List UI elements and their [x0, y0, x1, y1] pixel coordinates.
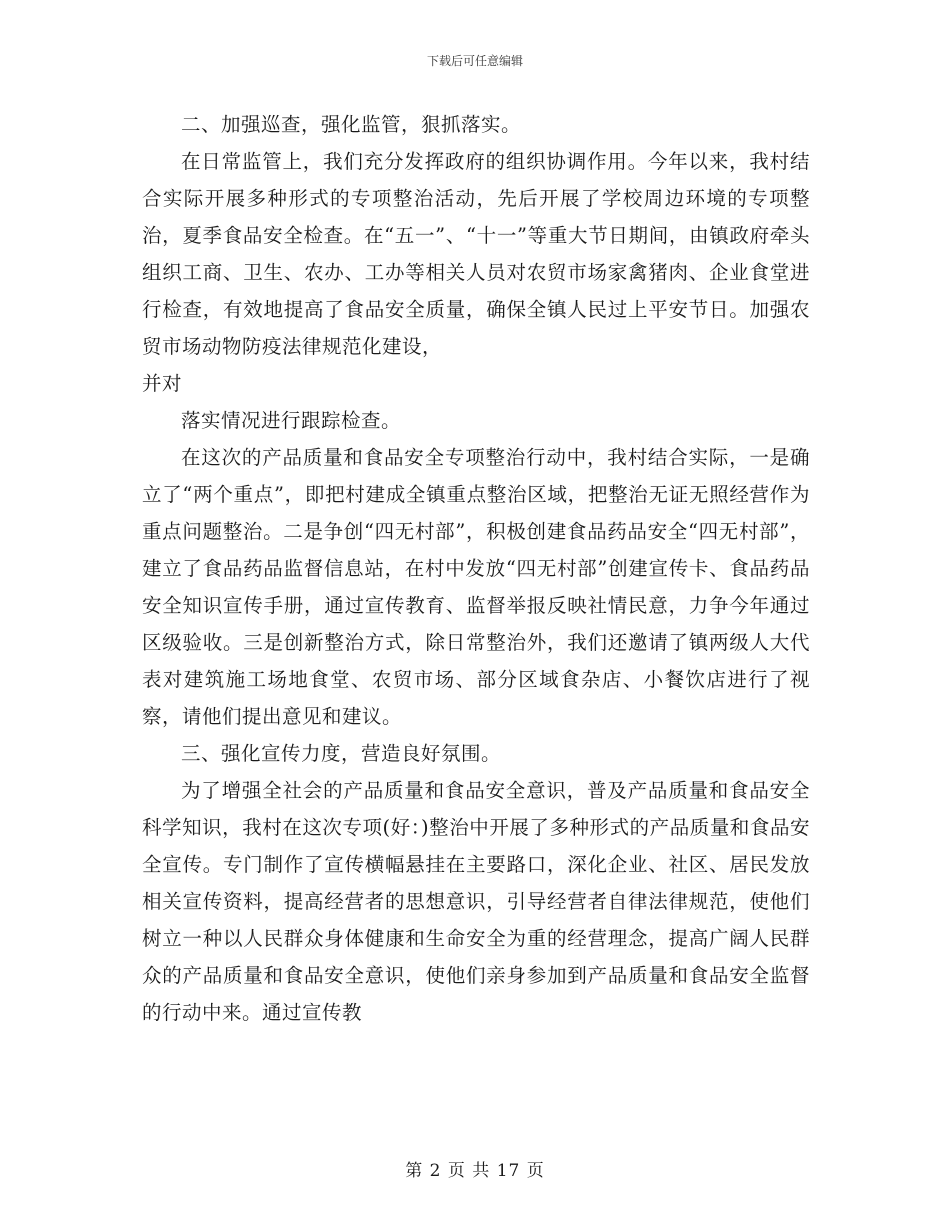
- page-number-footer: 第 2 页 共 17 页: [405, 1161, 545, 1181]
- paragraph-fragment: 并对: [142, 372, 183, 395]
- section-heading-3: 三、强化宣传力度，营造良好氛围。: [181, 742, 502, 765]
- document-body: [142, 106, 810, 1031]
- paragraph-follow-up: 落实情况进行跟踪检查。: [181, 409, 402, 432]
- paragraph-publicity: 为了增强全社会的产品质量和食品安全意识，普及产品质量和食品安全科学知识，我村在这次专项(好：)整治中开展了多种形式的产品质量和食品安全宣传。专门制作了宣传横幅悬挂在主要路口，深化企业、社区、居民发放相关宣传资料，提高经营者的思想意识，引导经营者自律法律规范，使他们树立一种以人民群众身体健康和生命安全为重的经营理念，提高广阔人民群众的产品质量和食品安全意识，使他们亲身参加到产品质量和食品安全监督的行动中来。通过宣传教: [142, 779, 810, 1024]
- header-note: 下载后可任意编辑: [426, 54, 523, 68]
- section-heading-2: 二、加强巡查，强化监管，狠抓落实。: [181, 113, 522, 136]
- paragraph-daily-supervision: 在日常监管上，我们充分发挥政府的组织协调作用。今年以来，我村结合实际开展多种形式的专项整治活动，先后开展了学校周边环境的专项整治，夏季食品安全检查。在“五一”、“十一”等重大节日期间，由镇政府牵头组织工商、卫生、农办、工办等相关人员对农贸市场家禽猪肉、企业食堂进行检查，有效地提高了食品安全质量，确保全镇人民过上平安节日。加强农贸市场动物防疫法律规范化建设，: [142, 150, 810, 358]
- paragraph-special-campaign: 在这次的产品质量和食品安全专项整治行动中，我村结合实际，一是确立了“两个重点”，即把村建成全镇重点整治区域，把整治无证无照经营作为重点问题整治。二是争创“四无村部”，积极创建食品药品安全“四无村部”，建立了食品药品监督信息站，在村中发放“四无村部”创建宣传卡、食品药品安全知识宣传手册，通过宣传教育、监督举报反映社情民意，力争今年通过区级验收。三是创新整治方式，除日常整治外，我们还邀请了镇两级人大代表对建筑施工场地食堂、农贸市场、部分区域食杂店、小餐饮店进行了视察，请他们提出意见和建议。: [142, 446, 810, 728]
